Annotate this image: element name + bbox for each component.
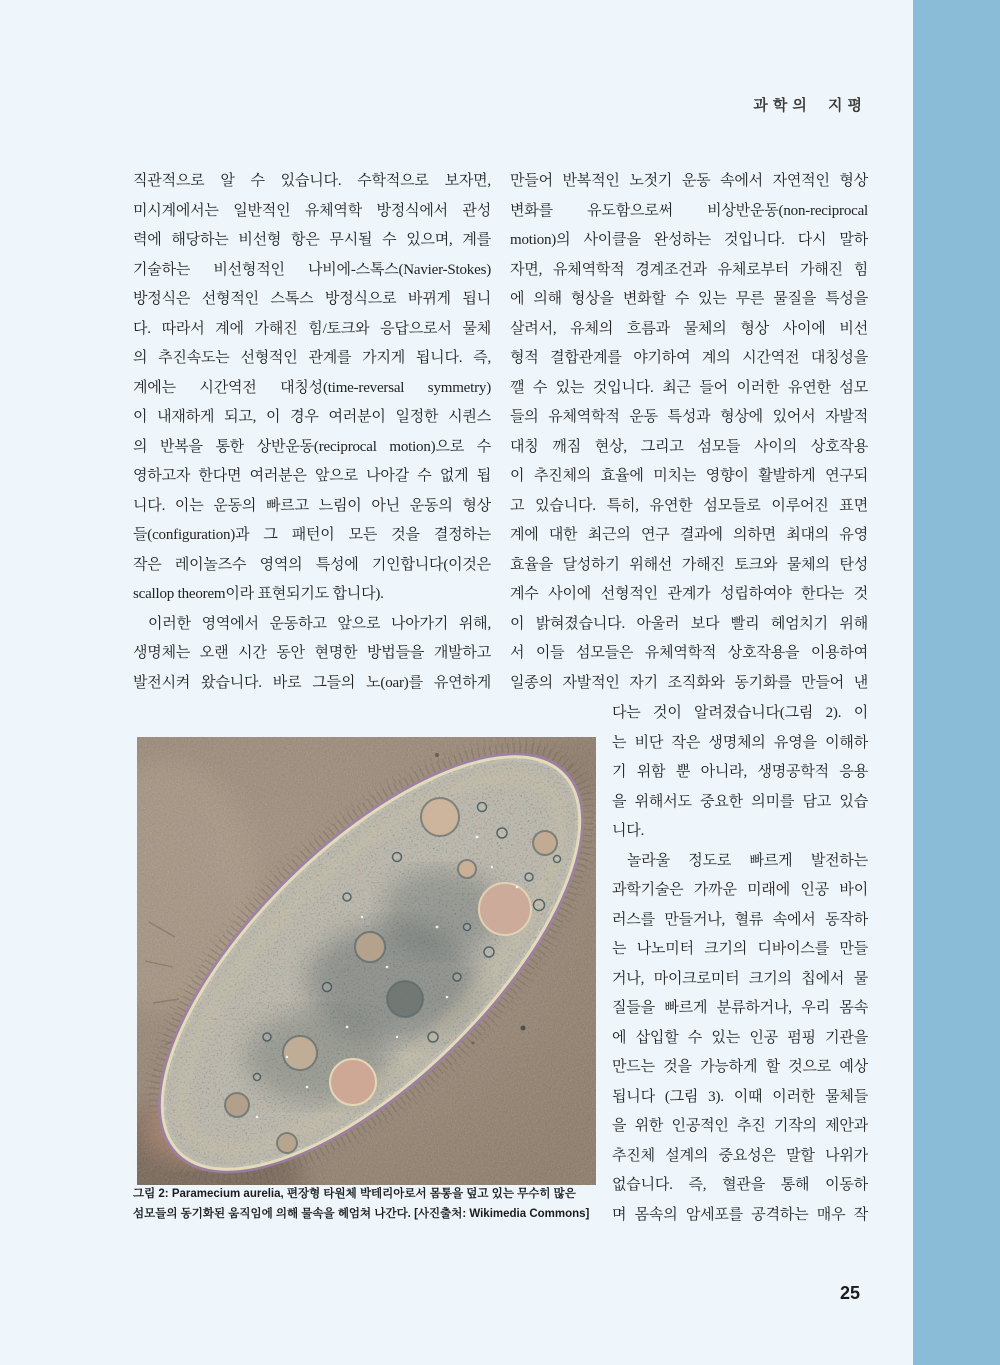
text-line: 발전시켜 왔습니다. 바로 그들의 노(oar)를 유연하게 — [133, 674, 491, 691]
text-line: 이 밝혀졌습니다. 아울러 보다 빨리 헤엄치기 위해 — [510, 615, 868, 632]
left-column — [133, 167, 491, 698]
text-line: scallop theorem이라 표현되기도 합니다). — [133, 586, 384, 602]
right-column-narrow — [612, 699, 868, 1230]
text-line: 력에 해당하는 비선형 항은 무시될 수 있으며, 계를 — [133, 232, 491, 248]
text-line: 들(configuration)과 그 패턴이 모든 것을 결정하는 — [133, 527, 491, 543]
text-line: 니다. 이는 운동의 빠르고 느림이 아닌 운동의 형상 — [133, 497, 491, 514]
text-line: 살려서, 유체의 흐름과 물체의 형상 사이에 비선 — [510, 320, 868, 337]
text-line: 거나, 마이크로미터 크기의 칩에서 물 — [612, 970, 868, 987]
text-line: 자면, 유체역학적 경계조건과 유체로부터 가해진 힘 — [510, 261, 868, 278]
text-line: 는 나노미터 크기의 디바이스를 만들 — [612, 941, 868, 957]
text-line: 됩니다 (그림 3). 이때 이러한 물체들 — [612, 1088, 868, 1105]
text-line: 들의 유체역학적 운동 특성과 형상에 있어서 자발적 — [510, 409, 868, 425]
text-line: 효율을 달성하기 위해선 가해진 토크와 물체의 탄성 — [510, 556, 868, 573]
text-line: 질들을 빠르게 분류하거나, 우리 몸속 — [612, 1000, 868, 1016]
figure-paramecium — [137, 737, 596, 1185]
text-line: 의 반복을 통한 상반운동(reciprocal motion)으로 수 — [133, 438, 491, 455]
text-line: 서 이들 섬모들은 유체역학적 상호작용을 이용하여 — [510, 645, 868, 661]
text-line: 계수 사이에 선형적인 관계가 성립하여야 한다는 것 — [510, 586, 868, 602]
text-line: 추진체 설계의 중요성은 말할 나위가 — [612, 1147, 868, 1164]
text-line: 며 몸속의 암세포를 공격하는 매우 작 — [612, 1206, 868, 1223]
text-line: 만들어 반복적인 노젓기 운동 속에서 자연적인 형상 — [510, 173, 868, 189]
text-line: 놀라울 정도로 빠르게 발전하는 — [627, 852, 868, 869]
text-line: 니다. — [612, 823, 645, 839]
text-line: 작은 레이놀즈수 영역의 특성에 기인합니다(이것은 — [133, 556, 491, 573]
text-line: 만드는 것을 가능하게 할 것으로 예상 — [612, 1059, 868, 1075]
text-line: 일종의 자발적인 자기 조직화와 동기화를 만들어 낸 — [510, 674, 868, 691]
text-line: 기 위함 뿐 아니라, 생명공학적 응용 — [612, 764, 868, 780]
figure-caption — [133, 1184, 613, 1224]
text-line: 방정식은 선형적인 스톡스 방정식으로 바뀌게 됩니 — [133, 291, 491, 307]
text-line: 고 있습니다. 특히, 유연한 섬모들로 이루어진 표면 — [510, 497, 868, 514]
text-line: 계에 대한 최근의 연구 결과에 의하면 최대의 유영 — [510, 527, 868, 543]
text-line: 에 삽입할 수 있는 인공 펌핑 기관을 — [612, 1029, 868, 1046]
text-line: 미시계에서는 일반적인 유체역학 방정식에서 관성 — [133, 202, 491, 219]
text-line: 이러한 영역에서 운동하고 앞으로 나아가기 위해, — [148, 615, 491, 632]
text-line: 을 위한 인공적인 추진 기작의 제안과 — [612, 1118, 868, 1134]
text-line: 다는 것이 알려졌습니다(그림 2). 이 — [612, 705, 868, 721]
text-line: 다. 따라서 계에 가해진 힘/토크와 응답으로서 물체 — [133, 320, 491, 337]
paramecium-micrograph-image — [137, 737, 596, 1185]
running-head: 과학의 지평 — [753, 97, 867, 114]
text-line: 이 내재하게 되고, 이 경우 여러분이 일정한 시퀀스 — [133, 409, 491, 425]
text-line: 과학기술은 가까운 미래에 인공 바이 — [612, 882, 868, 898]
text-line: 없습니다. 즉, 혈관을 통해 이동하 — [612, 1177, 868, 1193]
text-line: 계에는 시간역전 대칭성(time-reversal symmetry) — [133, 379, 491, 396]
right-margin-band — [913, 0, 1000, 1365]
text-line: 형적 결합관계를 야기하여 계의 시간역전 대칭성을 — [510, 350, 868, 366]
text-line: 이 추진체의 효율에 미치는 영향이 활발하게 연구되 — [510, 468, 868, 484]
figure-caption-line: 섬모들의 동기화된 움직임에 의해 물속을 헤엄쳐 나간다. [사진출처: Wikimedia Commons] — [133, 1208, 590, 1220]
text-line: 러스를 만들거나, 혈류 속에서 동작하 — [612, 911, 868, 928]
text-line: 에 의해 형상을 변화할 수 있는 무른 물질을 특성을 — [510, 291, 868, 307]
text-line: 영하고자 한다면 여러분은 앞으로 나아갈 수 없게 됩 — [133, 468, 491, 484]
text-line: 의 추진속도는 선형적인 관계를 가지게 됩니다. 즉, — [133, 350, 491, 366]
right-column — [510, 167, 868, 698]
text-line: 는 비단 작은 생명체의 유영을 이해하 — [612, 734, 868, 751]
text-line: 직관적으로 알 수 있습니다. 수학적으로 보자면, — [133, 173, 491, 189]
text-line: 기술하는 비선형적인 나비에-스톡스(Navier-Stokes) — [133, 261, 491, 278]
text-line: 생명체는 오랜 시간 동안 현명한 방법들을 개발하고 — [133, 645, 491, 661]
text-line: 을 위해서도 중요한 의미를 담고 있습 — [612, 793, 868, 810]
text-line: 변화를 유도함으로써 비상반운동(non-reciprocal — [510, 202, 868, 219]
text-line: 깰 수 있는 것입니다. 최근 들어 이러한 유연한 섬모 — [510, 379, 868, 396]
text-line: 대칭 깨짐 현상, 그리고 섬모들 사이의 상호작용 — [510, 438, 868, 455]
figure-caption-line: 그림 2: Paramecium aurelia, 편장형 타원체 박테리아로서 몸통을 덮고 있는 무수히 많은 — [133, 1188, 576, 1200]
text-line: motion)의 사이클을 완성하는 것입니다. 다시 말하 — [510, 232, 868, 248]
page-number: 25 — [839, 1283, 860, 1303]
